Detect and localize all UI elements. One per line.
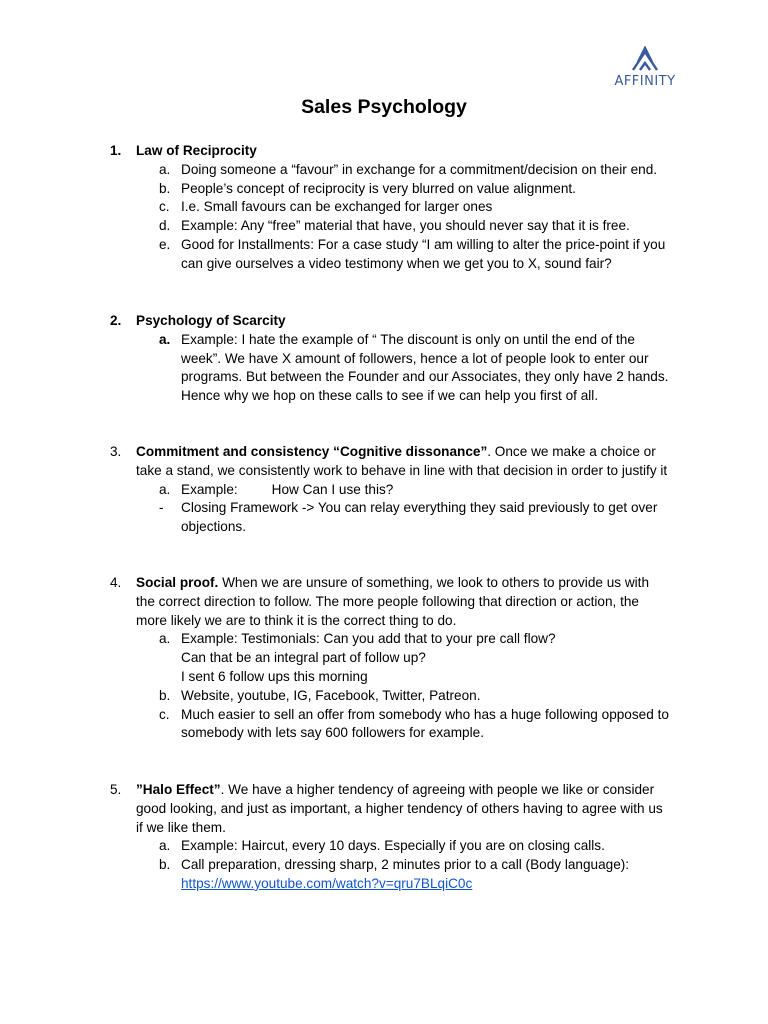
list-marker: e.: [159, 236, 171, 252]
section-text-line: [0, 819, 681, 838]
section-number: 5.: [110, 782, 122, 797]
list-item-text: Call preparation, dressing sharp, 2 minutes prior to a call (Body language):: [181, 857, 630, 873]
list-item-text: Example: Testimonials: Can you add that to your pre call flow?: [181, 631, 556, 647]
list-marker: -: [159, 500, 164, 516]
list-item: [0, 481, 681, 500]
section-text: if we like them.: [136, 819, 226, 835]
section-text-line: [0, 800, 681, 819]
list-item-text: I.e. Small favours can be exchanged for larger ones: [181, 199, 493, 215]
section-text: take a stand, we consistently work to behave in line with that decision in order to justify it: [136, 462, 668, 478]
section-heading-row: [0, 574, 681, 593]
youtube-link[interactable]: https://www.youtube.com/watch?v=qru7BLqiC0c: [181, 875, 473, 891]
list-item: [0, 687, 681, 706]
list-item-continuation: [0, 724, 681, 743]
section-text-line: [0, 462, 681, 481]
section-number: 1.: [110, 143, 122, 158]
list-marker: c.: [159, 706, 170, 722]
section-heading-row: [0, 443, 681, 462]
list-marker: a.: [159, 838, 171, 854]
list-item-continuation: [0, 350, 681, 369]
list-item: [0, 499, 681, 518]
section-text-line: [0, 593, 681, 612]
list-item-text: Closing Framework -> You can relay everything they said previously to get over: [181, 500, 658, 516]
list-item: [0, 180, 681, 199]
list-item: [0, 706, 681, 725]
list-item-text: somebody with lets say 600 followers for example.: [181, 725, 484, 741]
list-item-text: Hence why we hop on these calls to see if we can help you first of all.: [181, 388, 599, 404]
list-item-continuation: [0, 668, 681, 687]
list-item: [0, 236, 681, 255]
list-item-continuation: [0, 875, 681, 894]
affinity-diamond-logo-icon: [630, 46, 660, 72]
list-marker: c.: [159, 199, 170, 215]
logo-text: AFFINITY: [614, 74, 676, 89]
list-marker: a.: [159, 161, 171, 177]
section-heading: Social proof.: [136, 575, 219, 590]
section-text: the correct direction to follow. The more people following that direction or action, the: [136, 593, 639, 609]
section-psychology-of-scarcity: [0, 312, 768, 406]
list-item: [0, 331, 681, 350]
list-item-text: Good for Installments: For a case study “I am willing to alter the price-point if you: [181, 236, 666, 252]
section-social-proof: [0, 574, 768, 743]
section-heading-row: [0, 781, 681, 800]
list-item-label: Example:: [181, 481, 238, 497]
list-item-text: Example: Haircut, every 10 days. Especially if you are on closing calls.: [181, 838, 605, 854]
section-heading-row: [0, 312, 681, 331]
list-item-text: Doing someone a “favour” in exchange for a commitment/decision on their end.: [181, 161, 658, 177]
list-item-text: I sent 6 follow ups this morning: [181, 668, 368, 684]
list-item-text: How Can I use this?: [271, 481, 394, 497]
list-marker: b.: [159, 687, 171, 703]
list-item-text: week”. We have X amount of followers, hence a lot of people look to enter our: [181, 350, 649, 366]
affinity-logo: [608, 46, 682, 89]
section-text: . We have a higher tendency of agreeing with people we like or consider: [220, 782, 655, 797]
section-text: good looking, and just as important, a higher tendency of others having to agree with us: [136, 800, 663, 816]
list-item-text: objections.: [181, 519, 246, 535]
section-number: 2.: [110, 313, 122, 328]
list-marker: b.: [159, 857, 171, 873]
list-item: [0, 856, 681, 875]
list-item-continuation: [0, 649, 681, 668]
list-item-text: People’s concept of reciprocity is very blurred on value alignment.: [181, 180, 576, 196]
list-item-text: Website, youtube, IG, Facebook, Twitter, Patreon.: [181, 687, 481, 703]
list-marker: a.: [159, 331, 171, 347]
section-text: When we are unsure of something, we look to others to provide us with: [218, 575, 650, 590]
section-commitment-and-consistency: [0, 443, 768, 537]
list-item-continuation: [0, 255, 681, 274]
section-heading: Commitment and consistency “Cognitive dissonance”: [136, 444, 488, 459]
list-item-text: can give ourselves a video testimony when we get you to X, sound fair?: [181, 255, 612, 271]
list-item-continuation: [0, 368, 681, 387]
section-heading: ”Halo Effect”: [136, 782, 221, 797]
list-item: [0, 837, 681, 856]
list-item-text: Much easier to sell an offer from somebody who has a huge following opposed to: [181, 706, 669, 722]
list-item-text: Example: Any “free” material that have, you should never say that it is free.: [181, 218, 630, 234]
section-heading-row: [0, 142, 681, 161]
list-item-text: Can that be an integral part of follow up?: [181, 650, 426, 666]
list-item-text: programs. But between the Founder and our Associates, they only have 2 hands.: [181, 369, 669, 385]
section-heading: Law of Reciprocity: [136, 143, 257, 158]
section-law-of-reciprocity: [0, 142, 768, 274]
section-text: . Once we make a choice or: [487, 444, 656, 459]
section-text: more likely we are to think it is the correct thing to do.: [136, 612, 457, 628]
list-item: [0, 161, 681, 180]
list-item-continuation: [0, 518, 681, 537]
list-marker: d.: [159, 218, 171, 234]
list-marker: b.: [159, 180, 171, 196]
list-item: [0, 198, 681, 217]
list-item: [0, 630, 681, 649]
section-heading: Psychology of Scarcity: [136, 313, 286, 328]
section-text-line: [0, 612, 681, 631]
list-item: [0, 217, 681, 236]
page-title: Sales Psychology: [301, 96, 467, 118]
list-marker: a.: [159, 481, 171, 497]
list-marker: a.: [159, 631, 171, 647]
section-number: 3.: [110, 444, 122, 459]
list-item-continuation: [0, 387, 681, 406]
section-number: 4.: [110, 575, 122, 590]
section-halo-effect: [0, 781, 768, 894]
list-item-text: Example: I hate the example of “ The discount is only on until the end of the: [181, 331, 635, 347]
